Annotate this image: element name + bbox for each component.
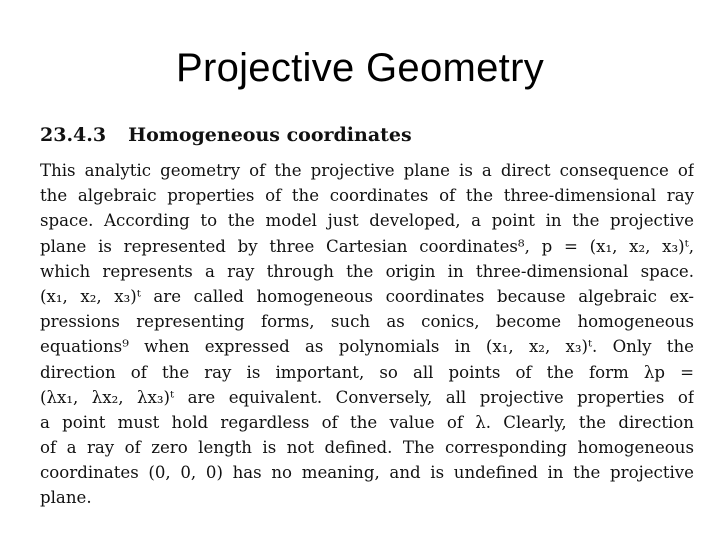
text-line: the algebraic properties of the coordinates of the three-dimensional ray <box>40 186 694 206</box>
text-line: of a ray of zero length is not defined. The corresponding homogeneous <box>40 438 694 458</box>
text-line: space. According to the model just developed, a point in the projective <box>40 211 694 231</box>
text-line: (x₁, x₂, x₃)ᵗ are called homogeneous coordinates because algebraic ex- <box>40 286 694 306</box>
text-line: plane. <box>40 488 92 508</box>
text-line: a point must hold regardless of the value of λ. Clearly, the direction <box>40 412 694 432</box>
section-number: 23.4.3 <box>40 124 107 146</box>
paragraph <box>40 158 694 511</box>
text-line: pressions representing forms, such as conics, become homogeneous <box>40 312 694 332</box>
text-line: which represents a ray through the origin in three-dimensional space. <box>40 261 694 281</box>
text-line: This analytic geometry of the projective plane is a direct consequence of <box>40 161 694 180</box>
text-line: plane is represented by three Cartesian coordinates⁸, p = (x₁, x₂, x₃)ᵗ, <box>40 236 694 256</box>
section-heading <box>40 118 694 152</box>
book-excerpt <box>40 118 694 511</box>
text-line: (λx₁, λx₂, λx₃)ᵗ are equivalent. Conversely, all projective properties of <box>40 387 694 407</box>
text-line: equations⁹ when expressed as polynomials in (x₁, x₂, x₃)ᵗ. Only the <box>40 337 694 357</box>
slide-title: Projective Geometry <box>175 46 545 90</box>
text-line: direction of the ray is important, so all points of the form λp = <box>40 362 694 382</box>
section-title: Homogeneous coordinates <box>128 124 412 146</box>
text-line: coordinates (0, 0, 0) has no meaning, and is undefined in the projective <box>40 463 694 483</box>
